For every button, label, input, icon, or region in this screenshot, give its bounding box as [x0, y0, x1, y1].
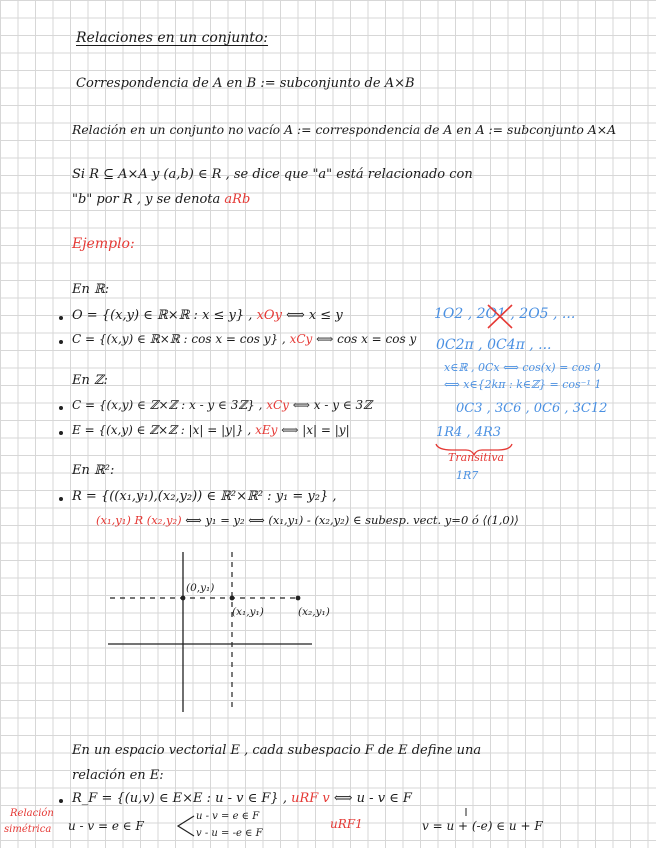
point-x1-y1	[230, 596, 235, 601]
relation-R2: R = {((x₁,y₁),(x₂,y₂)) ∈ ℝ²×ℝ² : y₁ = y₂} ,	[72, 489, 337, 504]
note-C-properties: 0C2π , 0C4π , ...	[436, 337, 552, 353]
definition-related-text: "b" por R , y se denota	[72, 192, 221, 207]
symmetric-label-2: simétrica	[4, 824, 52, 835]
relation-RF-notation: uRF v	[291, 791, 330, 806]
footer-text-2: relación en E:	[72, 768, 164, 783]
integers-heading: En ℤ:	[72, 373, 108, 388]
relation-O-notation: xOy	[256, 308, 282, 323]
definition-related-line-1: Si R ⊆ A×A y (a,b) ∈ R , se dice que "a" está relacionado con	[72, 167, 473, 182]
relation-O-def: O = {(x,y) ∈ ℝ×ℝ : x ≤ y} ,	[72, 308, 253, 323]
relation-CZ-notation: xCy	[266, 398, 289, 412]
note-E-properties: 1R4 , 4R3	[436, 425, 502, 440]
point-x2-y1	[296, 596, 301, 601]
right-equation: v = u + (-e) ∈ u + F	[422, 819, 543, 833]
coordinate-diagram	[108, 552, 312, 712]
relation-CZ-def: C = {(x,y) ∈ ℤ×ℤ : x - y ∈ 3ℤ} ,	[72, 398, 263, 412]
relation-R2-notation: (x₁,y₁) R (x₂,y₂)	[96, 513, 182, 527]
point-label-x2-y1: (x₂,y₁)	[298, 606, 330, 618]
relation-C-def: C = {(x,y) ∈ ℝ×ℝ : cos x = cos y} ,	[72, 332, 286, 346]
point-label-x1-y1: (x₁,y₁)	[232, 606, 264, 618]
note-E-extra: 1R7	[456, 469, 479, 482]
r2-heading: En ℝ²:	[72, 463, 115, 478]
relation-CZ-tail: ⟺ x - y ∈ 3ℤ	[292, 398, 372, 412]
relation-C-tail: ⟺ cos x = cos y	[316, 332, 417, 346]
relation-O-tail: ⟺ x ≤ y	[286, 308, 343, 323]
relation-E-tail: ⟺ |x| = |y|	[281, 423, 350, 437]
cross-out-mark	[488, 305, 512, 328]
relation-RF-tail: ⟺ u - v ∈ F	[333, 791, 412, 806]
note-O-properties: 1O2 , 2O1 , 2O5 , ...	[434, 306, 576, 322]
note-cos-1: x∈ℝ , 0Cx ⟺ cos(x) = cos 0	[444, 361, 601, 374]
footer-text-1: En un espacio vectorial E , cada subespacio F de E define una	[72, 743, 482, 758]
point-label-0-y1: (0,y₁)	[186, 582, 215, 594]
symmetric-label-1: Relación	[10, 808, 54, 819]
relation-R2-tail: ⟺ y₁ = y₂ ⟺ (x₁,y₁) - (x₂,y₂) ∈ subesp. vect. y=0 ó ⟨(1,0)⟩	[185, 513, 519, 527]
page-title: Relaciones en un conjunto:	[76, 30, 269, 46]
notation-aRb: aRb	[224, 192, 251, 207]
transitive-label: Transitiva	[448, 451, 505, 464]
symmetric-main: u - v = e ∈ F	[68, 819, 144, 833]
relation-C-notation: xCy	[289, 332, 313, 346]
example-heading: Ejemplo:	[72, 236, 135, 252]
symmetric-bracket	[178, 816, 194, 836]
symmetric-upper: u - v = e ∈ F	[196, 811, 260, 822]
definition-correspondencia: Correspondencia de A en B := subconjunto de A×B	[76, 76, 415, 91]
definition-relacion: Relación en un conjunto no vacío A := correspondencia de A en A := subconjunto A×A	[72, 122, 617, 137]
symmetric-lower: v - u = -e ∈ F	[196, 828, 263, 839]
transitive-brace	[436, 444, 512, 455]
relation-E-def: E = {(x,y) ∈ ℤ×ℤ : |x| = |y|} ,	[72, 423, 252, 437]
relation-E-notation: xEy	[255, 423, 278, 437]
relation-RF-notation-2: uRF1	[330, 817, 363, 831]
note-cos-2: ⟺ x∈{2kπ : k∈ℤ} = cos⁻¹ 1	[444, 378, 602, 391]
relation-RF-def: R_F = {(u,v) ∈ E×E : u - v ∈ F} ,	[72, 791, 287, 806]
note-CZ-properties: 0C3 , 3C6 , 0C6 , 3C12	[456, 401, 608, 416]
point-0-y1	[181, 596, 186, 601]
reals-heading: En ℝ:	[72, 282, 110, 297]
